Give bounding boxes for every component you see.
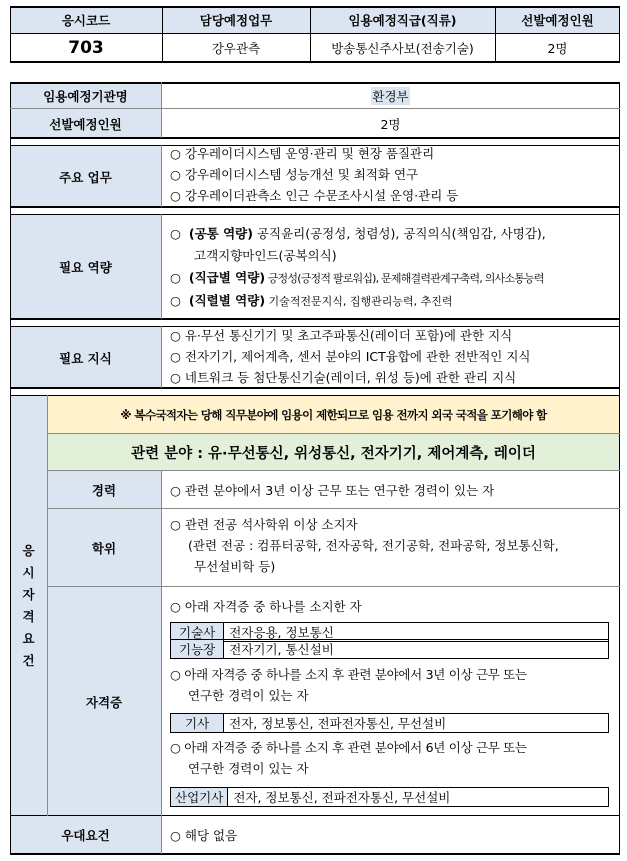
side-char: 건: [22, 653, 35, 668]
knowledge-item: ○ 네트워크 등 첨단통신기술(레이더, 위성 등)에 관한 관리 지식: [170, 370, 517, 385]
knowledge-label: 필요 지식: [10, 327, 161, 388]
career-label: 경력: [47, 471, 161, 509]
license-box-label: 기능장: [171, 640, 224, 658]
side-char: 자: [22, 587, 35, 602]
knowledge-item: ○ 전자기기, 제어계측, 센서 분야의 ICT융합에 관한 전반적인 지식: [170, 349, 531, 364]
side-char: 요: [22, 631, 35, 646]
competency-common-text2: 고객지향마인드(공복의식): [194, 248, 337, 263]
side-char: 시: [22, 565, 35, 580]
license-box-3: [170, 787, 609, 807]
agency-name: 환경부: [372, 88, 409, 104]
competency-job-title: (직렬별 역량): [188, 293, 266, 308]
preference-value: ○ 해당 없음: [170, 828, 238, 843]
competency-common: [170, 223, 546, 245]
header-exam-code: 응시코드: [10, 6, 162, 33]
competency-bullet: ○: [170, 293, 181, 308]
degree-text: [170, 514, 559, 577]
license-line: 연구한 경력이 있는 자: [188, 761, 309, 776]
duty-item: ○ 강우레이더시스템 성능개선 및 최적화 연구: [170, 167, 419, 182]
degree-line: ○ 관련 전공 석사학위 이상 소지자: [170, 517, 358, 532]
header-grade: 임용예정직급(직류): [310, 6, 495, 33]
agency-label: 임용예정기관명: [10, 82, 161, 109]
competency-label: 필요 역량: [10, 215, 161, 319]
competency-job: [170, 290, 546, 313]
degree-label: 학위: [47, 509, 161, 587]
career-text: ○ 관련 분야에서 3년 이상 근무 또는 연구한 경력이 있는 자: [170, 483, 495, 498]
competency-common-text: 공직윤리(공정성, 청렴성), 공직의식(책임감, 사명감),: [252, 226, 546, 241]
side-char: 격: [22, 609, 35, 624]
license-line: ○ 아래 자격증 중 하나를 소지 후 관련 분야에서 3년 이상 근무 또는: [170, 667, 527, 682]
competency-list: [170, 223, 546, 313]
duties-list: [170, 143, 458, 206]
license-box-value: 전자, 정보통신, 전파전자통신, 무선설비: [233, 790, 451, 805]
knowledge-list: [170, 325, 531, 388]
agency-value: [161, 82, 620, 109]
qualification-side-label: [10, 396, 47, 816]
competency-grade: [170, 267, 546, 290]
license-label: 자격증: [47, 587, 161, 816]
license-box-label: 산업기사: [171, 788, 228, 806]
header-headcount: 선발예정인원: [495, 6, 620, 33]
degree-line: 무선설비학 등): [194, 559, 276, 574]
duty-value: 강우관측: [211, 40, 261, 56]
license-text-3: [170, 737, 527, 779]
degree-line: (관련 전공 : 컴퓨터공학, 전자공학, 전기공학, 전파공학, 정보통신학,: [188, 538, 559, 553]
grade-value: 방송통신주사보(전송기술): [331, 40, 474, 56]
license-box-label: 기사: [171, 714, 224, 732]
competency-job-text: 기술적전문지식, 집행관리능력, 추진력: [265, 295, 453, 308]
related-field: 관련 분야 : 유·무선통신, 위성통신, 전자기기, 제어계측, 레이더: [47, 434, 620, 471]
competency-common-title: (공통 역량): [188, 226, 253, 241]
knowledge-item: ○ 유·무선 통신기기 및 초고주파통신(레이더 포함)에 관한 지식: [170, 328, 513, 343]
headcount-value-2: 2명: [380, 116, 401, 132]
duty-item: ○ 강우레이더관측소 인근 수문조사시설 운영·관리 등: [170, 188, 459, 203]
headcount-value: 2명: [547, 40, 568, 56]
duties-label: 주요 업무: [10, 146, 161, 207]
exam-code-value: 703: [68, 37, 104, 58]
license-box-value: 전자, 정보통신, 전파전자통신, 무선설비: [229, 716, 447, 731]
license-box-label: 기술사: [171, 623, 224, 641]
preference-label: 우대요건: [10, 816, 161, 854]
competency-grade-text: 긍정성(긍정적 팔로워십), 문제해결력관계구축력, 의사소통능력: [265, 272, 544, 285]
competency-bullet: ○: [170, 226, 181, 241]
side-char: 응: [22, 543, 35, 558]
license-box-value: 전자기기, 통신설비: [229, 642, 334, 657]
dual-nationality-notice: ※ 복수국적자는 당해 직무분야에 임용이 제한되므로 임용 전까지 외국 국적을 포기해야 함: [47, 396, 620, 434]
license-box-2: [170, 713, 609, 733]
competency-grade-title: (직급별 역량): [188, 270, 266, 285]
license-line: ○ 아래 자격증 중 하나를 소지 후 관련 분야에서 6년 이상 근무 또는: [170, 740, 527, 755]
headcount-label: 선발예정인원: [10, 109, 161, 138]
license-line: 연구한 경력이 있는 자: [188, 688, 309, 703]
competency-bullet: ○: [170, 270, 181, 285]
license-box-value: 전자응용, 정보통신: [229, 625, 334, 640]
license-text-1: ○ 아래 자격증 중 하나를 소지한 자: [170, 599, 362, 614]
header-duty: 담당예정업무: [162, 6, 310, 33]
duty-item: ○ 강우레이더시스템 운영·관리 및 현장 품질관리: [170, 146, 435, 161]
license-text-2: [170, 664, 527, 706]
